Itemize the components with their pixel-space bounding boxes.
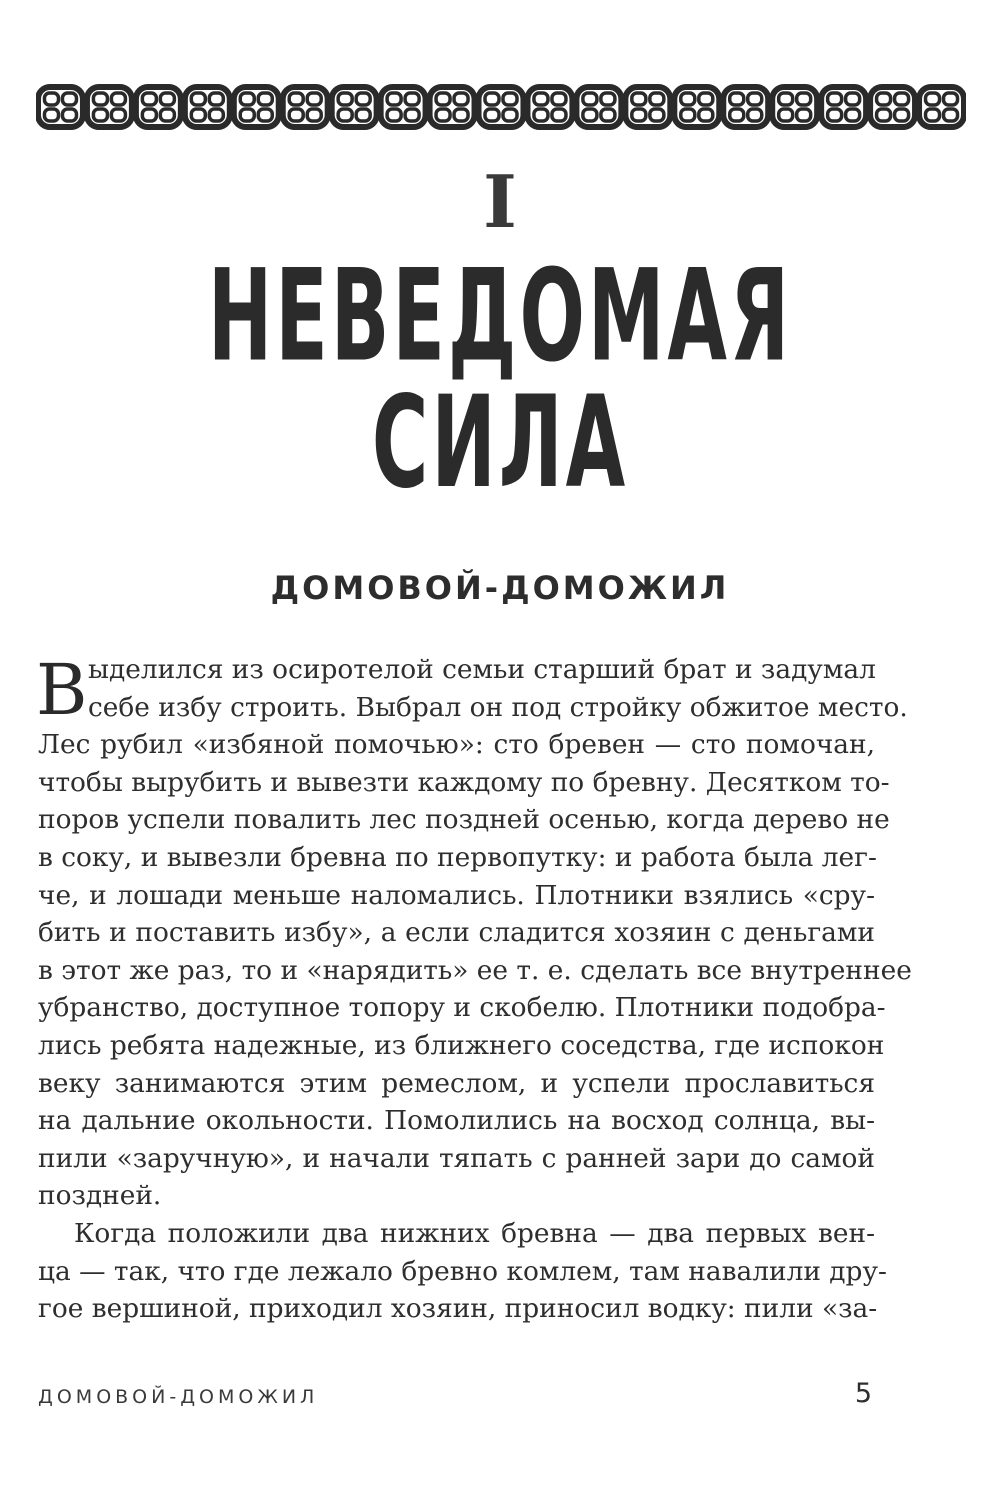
ornament-knot-icon	[674, 87, 719, 127]
text-line: на дальние окольности. Помолились на восход солнца, вы-	[38, 1105, 875, 1137]
drop-cap: В	[36, 649, 88, 731]
ornament-knot-icon	[919, 87, 964, 127]
text-line: в этот же раз, то и «нарядить» ее т. е. сделать все внутреннее	[38, 954, 912, 986]
ornament-knot-icon	[576, 87, 621, 127]
text-line: убранство, доступное топору и скобелю. Плотники подобра-	[38, 992, 886, 1024]
text-line: поздней.	[38, 1180, 162, 1212]
text-line: ца — так, что где лежало бревно комлем, там навалили дру-	[38, 1255, 887, 1287]
ornament-knot-icon	[870, 87, 915, 127]
ornament-knot-icon	[38, 87, 83, 127]
ornament-knot-icon	[772, 87, 817, 127]
ornament-knot-icon	[527, 87, 572, 127]
ornament-knot-icon	[821, 87, 866, 127]
text-line: ыделился из осиротелой семьи старший брат и задумал	[88, 654, 876, 685]
ornament-knot-icon	[136, 87, 181, 127]
chapter-title: НЕВЕДОМАЯ СИЛА	[207, 241, 793, 517]
ornament-knot-icon	[87, 87, 132, 127]
text-line: лись ребята надежные, из ближнего соседства, где испокон	[38, 1029, 885, 1061]
page-number: 5	[854, 1378, 872, 1409]
ornament-knot-icon	[332, 87, 377, 127]
text-line: себе избу строить. Выбрал он под стройку обжитое место.	[88, 691, 908, 723]
body-text	[36, 649, 912, 1328]
text-line: поров успели повалить лес поздней осенью, когда дерево не	[38, 804, 890, 836]
ornament-knot-icon	[185, 87, 230, 127]
text-line: пили «заручную», и начали тяпать с ранней зари до самой	[38, 1142, 875, 1174]
text-line: в соку, и вывезли бревна по первопутку: и работа была лег-	[38, 841, 877, 873]
ornament-knot-icon	[723, 87, 768, 127]
ornament-knot-icon	[625, 87, 670, 127]
text-line: чтобы вырубить и вывезти каждому по бревну. Десятком то-	[38, 766, 890, 798]
text-line: гое вершиной, приходил хозяин, приносил водку: пили «за-	[38, 1293, 878, 1325]
ornament-knot-icon	[430, 87, 475, 127]
text-line: веку занимаются этим ремеслом, и успели прославиться	[38, 1067, 875, 1099]
ornament-knot-icon	[479, 87, 524, 127]
chapter-number: I	[483, 159, 517, 244]
ornament-knot-icon	[234, 87, 279, 127]
ornament-knot-icon	[283, 87, 328, 127]
ornament-band	[36, 84, 966, 130]
text-line: бить и поставить избу», а если сладится хозяин с деньгами	[38, 917, 875, 949]
text-line: Лес рубил «избяной помочью»: сто бревен — сто помочан,	[38, 729, 875, 761]
section-title: ДОМОВОЙ-ДОМОЖИЛ	[270, 569, 730, 607]
text-line: че, и лошади меньше наломались. Плотники взялись «сру-	[38, 879, 875, 911]
ornament-knot-icon	[381, 87, 426, 127]
text-line: Когда положили два нижних бревна — два первых вен-	[74, 1217, 875, 1249]
running-title: ДОМОВОЙ-ДОМОЖИЛ	[38, 1386, 319, 1408]
